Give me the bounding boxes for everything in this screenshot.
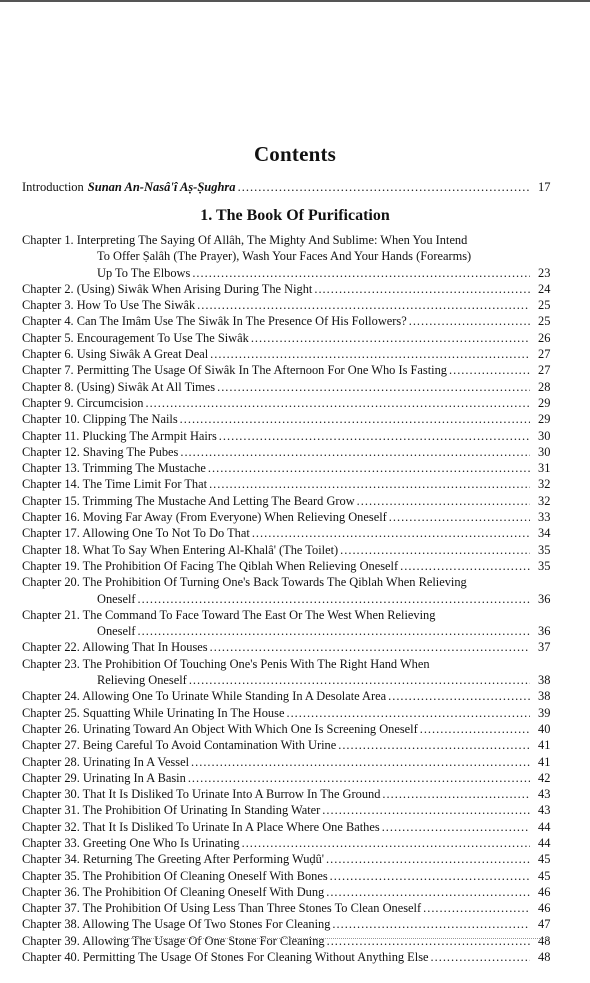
dot-leader	[400, 558, 530, 574]
entry-page-number: 44	[538, 819, 551, 834]
dot-leader	[326, 851, 530, 867]
entry-text: Chapter 32. That It Is Disliked To Urinate In A Place Where One Bathes	[22, 819, 380, 834]
entry-title-line	[22, 639, 532, 655]
entry-text: Chapter 20. The Prohibition Of Turning One's Back Towards The Qiblah When Relieving	[22, 575, 467, 590]
entry-text: Chapter 12. Shaving The Pubes	[22, 444, 179, 459]
entry-title-line	[22, 802, 532, 818]
dot-leader	[189, 672, 530, 688]
entry-title-line	[22, 851, 532, 867]
toc-entry[interactable]	[22, 362, 551, 378]
entry-page-number: 27	[538, 347, 551, 362]
dot-leader	[251, 330, 530, 346]
entry-text: Chapter 35. The Prohibition Of Cleaning Oneself With Bones	[22, 868, 328, 883]
entry-page-number: 30	[538, 428, 551, 443]
entry-text: Chapter 19. The Prohibition Of Facing The Qiblah When Relieving Oneself	[22, 558, 399, 573]
intro-page-number: 17	[538, 180, 551, 194]
entry-page-number: 32	[538, 477, 551, 492]
entry-page-number: 31	[538, 461, 551, 476]
dot-leader	[332, 916, 530, 932]
entry-title-line	[22, 884, 532, 900]
toc-entry[interactable]	[22, 542, 551, 558]
entry-text: Up To The Elbows	[97, 265, 191, 280]
dot-leader	[340, 542, 530, 558]
entry-page-number: 44	[538, 835, 551, 850]
entry-title-line	[22, 379, 532, 395]
toc-entry[interactable]	[22, 705, 551, 721]
dot-leader	[180, 411, 530, 427]
entry-text: Chapter 24. Allowing One To Urinate While Standing In A Desolate Area	[22, 689, 387, 704]
dot-leader	[191, 754, 530, 770]
entry-text: Chapter 6. Using Siwâk A Great Deal	[22, 347, 209, 362]
dot-leader	[330, 868, 530, 884]
entry-title-line	[22, 509, 532, 525]
entry-title-line	[22, 313, 532, 329]
entry-title-line	[22, 786, 532, 802]
toc-entry[interactable]	[22, 460, 551, 476]
dot-leader	[409, 313, 530, 329]
toc-entry[interactable]	[22, 949, 551, 965]
entry-title-line	[22, 460, 532, 476]
entry-text: Chapter 25. Squatting While Urinating In The House	[22, 705, 285, 720]
dot-leader	[208, 460, 530, 476]
dot-leader	[197, 297, 530, 313]
entry-title-line	[22, 770, 532, 786]
entry-text: To Offer Ṣalâh (The Prayer), Wash Your Faces And Your Hands (Forearms)	[97, 249, 472, 264]
entry-page-number: 30	[538, 444, 551, 459]
entry-title-line	[22, 330, 532, 346]
dot-leader	[138, 591, 530, 607]
dot-leader	[338, 737, 530, 753]
entry-text: Chapter 30. That It Is Disliked To Urinate Into A Burrow In The Ground	[22, 787, 381, 802]
toc-entry[interactable]	[22, 884, 551, 900]
entry-title-line	[22, 558, 532, 574]
entry-page-number: 42	[538, 770, 551, 785]
entry-text: Chapter 21. The Command To Face Toward The East Or The West When Relieving	[22, 607, 436, 622]
entry-title-line	[22, 476, 532, 492]
entry-text: Chapter 22. Allowing That In Houses	[22, 640, 208, 655]
toc-entry[interactable]	[22, 232, 551, 281]
dot-leader	[238, 180, 530, 195]
entry-continuation-line	[22, 265, 532, 281]
dot-leader	[138, 623, 530, 639]
toc-entry[interactable]	[22, 330, 551, 346]
toc-entry[interactable]	[22, 493, 551, 509]
entry-title-line	[22, 542, 532, 558]
entry-title-line	[22, 819, 532, 835]
toc-entry[interactable]	[22, 346, 551, 362]
dot-leader	[286, 705, 530, 721]
entry-title-line	[22, 721, 532, 737]
dot-leader	[382, 786, 530, 802]
entry-title-line	[22, 949, 532, 965]
entry-page-number: 25	[538, 314, 551, 329]
dot-leader	[180, 444, 530, 460]
entry-page-number: 36	[538, 624, 551, 639]
entry-page-number: 35	[538, 542, 551, 557]
toc-entry[interactable]	[22, 428, 551, 444]
dot-leader	[210, 346, 530, 362]
toc-entry[interactable]	[22, 558, 551, 574]
toc-list	[22, 232, 568, 965]
toc-entry[interactable]	[22, 802, 551, 818]
entry-page-number: 34	[538, 526, 551, 541]
entry-page-number: 48	[538, 933, 551, 948]
toc-intro-entry[interactable]	[22, 180, 551, 195]
entry-title-line	[22, 232, 532, 248]
entry-text: Chapter 8. (Using) Siwâk At All Times	[22, 379, 216, 394]
entry-text: Chapter 5. Encouragement To Use The Siwâk	[22, 330, 249, 345]
dot-leader	[314, 281, 530, 297]
entry-page-number: 29	[538, 395, 551, 410]
entry-text: Chapter 10. Clipping The Nails	[22, 412, 178, 427]
entry-text: Oneself	[97, 591, 136, 606]
entry-text: Chapter 4. Can The Imâm Use The Siwâk In The Presence Of His Followers?	[22, 314, 407, 329]
entry-page-number: 23	[538, 265, 551, 280]
toc-entry[interactable]	[22, 737, 551, 753]
toc-entry[interactable]	[22, 916, 551, 932]
entry-page-number: 43	[538, 787, 551, 802]
entry-title-line	[22, 346, 532, 362]
entry-title-line	[22, 493, 532, 509]
toc-entry[interactable]	[22, 313, 551, 329]
toc-entry[interactable]	[22, 786, 551, 802]
entry-title-line	[22, 297, 532, 313]
entry-page-number: 27	[538, 363, 551, 378]
entry-text: Chapter 26. Urinating Toward An Object With Which One Is Screening Oneself	[22, 721, 418, 736]
entry-title-line	[22, 688, 532, 704]
entry-title-line	[22, 868, 532, 884]
toc-entry[interactable]	[22, 754, 551, 770]
dot-leader	[217, 379, 530, 395]
entry-page-number: 38	[538, 689, 551, 704]
toc-entry[interactable]	[22, 379, 551, 395]
entry-text: Chapter 23. The Prohibition Of Touching One's Penis With The Right Hand When	[22, 656, 430, 671]
entry-text: Oneself	[97, 624, 136, 639]
page-title: Contents	[253, 142, 337, 166]
entry-page-number: 38	[538, 673, 551, 688]
dot-leader	[219, 428, 530, 444]
entry-page-number: 28	[538, 379, 551, 394]
entry-text: Chapter 16. Moving Far Away (From Everyone) When Relieving Oneself	[22, 510, 387, 525]
entry-title-line	[22, 754, 532, 770]
entry-title-line	[22, 737, 532, 753]
entry-text: Chapter 38. Allowing The Usage Of Two Stones For Cleaning	[22, 917, 331, 932]
entry-page-number: 39	[538, 705, 551, 720]
entry-text: Relieving Oneself	[97, 673, 187, 688]
entry-text: Chapter 37. The Prohibition Of Using Less Than Three Stones To Clean Oneself	[22, 901, 422, 916]
toc-entry[interactable]	[22, 444, 551, 460]
entry-title-line	[22, 411, 532, 427]
entry-page-number: 46	[538, 901, 551, 916]
book-title: 1. The Book Of Purification	[200, 207, 390, 224]
entry-text: Chapter 27. Being Careful To Avoid Contamination With Urine	[22, 738, 337, 753]
entry-title-line	[22, 428, 532, 444]
toc-entry[interactable]	[22, 411, 551, 427]
entry-page-number: 45	[538, 868, 551, 883]
entry-title-line	[22, 835, 532, 851]
toc-entry[interactable]	[22, 525, 551, 541]
entry-title-line	[22, 607, 532, 623]
entry-title-line	[22, 395, 532, 411]
entry-page-number: 25	[538, 298, 551, 313]
toc-entry[interactable]	[22, 868, 551, 884]
dot-leader	[322, 802, 530, 818]
entry-text: Chapter 18. What To Say When Entering Al-Khalâ' (The Toilet)	[22, 542, 339, 557]
entry-page-number: 36	[538, 591, 551, 606]
dot-leader	[188, 770, 530, 786]
entry-page-number: 32	[538, 493, 551, 508]
entry-text: Chapter 33. Greeting One Who Is Urinating	[22, 835, 240, 850]
dot-leader	[242, 835, 530, 851]
toc-entry[interactable]	[22, 900, 551, 916]
toc-entry[interactable]	[22, 819, 551, 835]
dot-leader	[252, 525, 530, 541]
entry-text: Chapter 9. Circumcision	[22, 395, 144, 410]
toc-entry[interactable]	[22, 851, 551, 867]
toc-entry[interactable]	[22, 656, 551, 689]
intro-label: Introduction	[22, 180, 84, 194]
entry-page-number: 45	[538, 852, 551, 867]
dot-leader	[389, 509, 530, 525]
entry-text: Chapter 31. The Prohibition Of Urinating In Standing Water	[22, 803, 321, 818]
entry-text: Chapter 11. Plucking The Armpit Hairs	[22, 428, 217, 443]
entry-page-number: 41	[538, 738, 551, 753]
entry-title-line	[22, 656, 532, 672]
entry-title-line	[22, 281, 532, 297]
entry-text: Chapter 7. Permitting The Usage Of Siwâk In The Afternoon For One Who Is Fasting	[22, 363, 448, 378]
intro-title: Sunan An-Nasâ'î Aṣ-Ṣughra	[87, 180, 236, 194]
dot-leader	[431, 949, 530, 965]
entry-title-line	[22, 916, 532, 932]
dot-leader	[145, 395, 530, 411]
toc-entry[interactable]	[22, 835, 551, 851]
entry-page-number: 37	[538, 640, 551, 655]
entry-page-number: 29	[538, 412, 551, 427]
entry-text: Chapter 13. Trimming The Mustache	[22, 461, 206, 476]
dot-leader	[326, 884, 530, 900]
entry-text: Chapter 1. Interpreting The Saying Of Allâh, The Mighty And Sublime: When You Intend	[22, 233, 468, 247]
entry-text: Chapter 2. (Using) Siwâk When Arising During The Night	[22, 281, 313, 296]
dot-leader	[388, 688, 530, 704]
toc-entry[interactable]	[22, 770, 551, 786]
dot-leader	[357, 493, 530, 509]
entry-text: Chapter 39. Allowing The Usage Of One Stone For Cleaning	[22, 933, 325, 948]
entry-text: Chapter 28. Urinating In A Vessel	[22, 754, 190, 769]
entry-page-number: 46	[538, 884, 551, 899]
entry-continuation-line	[22, 248, 532, 264]
entry-text: Chapter 29. Urinating In A Basin	[22, 770, 186, 785]
toc-entry[interactable]	[22, 574, 551, 607]
toc-entry[interactable]	[22, 281, 551, 297]
entry-text: Chapter 34. Returning The Greeting After Performing Wuḍû'	[22, 852, 325, 867]
entry-title-line	[22, 900, 532, 916]
entry-title-line	[22, 362, 532, 378]
toc-entry[interactable]	[22, 688, 551, 704]
toc-entry[interactable]	[22, 395, 551, 411]
entry-title-line	[22, 444, 532, 460]
entry-page-number: 47	[538, 917, 551, 932]
top-border-rule	[0, 0, 590, 2]
entry-title-line	[22, 574, 532, 590]
toc-entry[interactable]	[22, 639, 551, 655]
entry-text: Chapter 17. Allowing One To Not To Do That	[22, 526, 250, 541]
entry-text: Chapter 14. The Time Limit For That	[22, 477, 208, 492]
entry-title-line	[22, 705, 532, 721]
toc-entry[interactable]	[22, 607, 551, 640]
toc-entry[interactable]	[22, 476, 551, 492]
dot-leader	[192, 265, 530, 281]
entry-continuation-line	[22, 672, 532, 688]
entry-text: Chapter 15. Trimming The Mustache And Letting The Beard Grow	[22, 493, 355, 508]
scan-marks	[110, 938, 550, 941]
toc-entry[interactable]	[22, 509, 551, 525]
entry-page-number: 33	[538, 510, 551, 525]
dot-leader	[382, 819, 530, 835]
dot-leader	[423, 900, 530, 916]
toc-entry[interactable]	[22, 297, 551, 313]
dot-leader	[209, 476, 530, 492]
entry-continuation-line	[22, 591, 532, 607]
entry-text: Chapter 3. How To Use The Siwâk	[22, 298, 196, 313]
dot-leader	[449, 362, 530, 378]
entry-page-number: 35	[538, 558, 551, 573]
entry-page-number: 24	[538, 281, 551, 296]
entry-page-number: 43	[538, 803, 551, 818]
toc-entry[interactable]	[22, 721, 551, 737]
entry-title-line	[22, 525, 532, 541]
entry-continuation-line	[22, 623, 532, 639]
entry-page-number: 40	[538, 721, 551, 736]
entry-page-number: 48	[538, 950, 551, 965]
entry-text: Chapter 36. The Prohibition Of Cleaning Oneself With Dung	[22, 884, 325, 899]
entry-page-number: 26	[538, 330, 551, 345]
dot-leader	[210, 639, 530, 655]
entry-text: Chapter 40. Permitting The Usage Of Stones For Cleaning Without Anything Else	[22, 950, 429, 965]
dot-leader	[420, 721, 530, 737]
entry-page-number: 41	[538, 754, 551, 769]
